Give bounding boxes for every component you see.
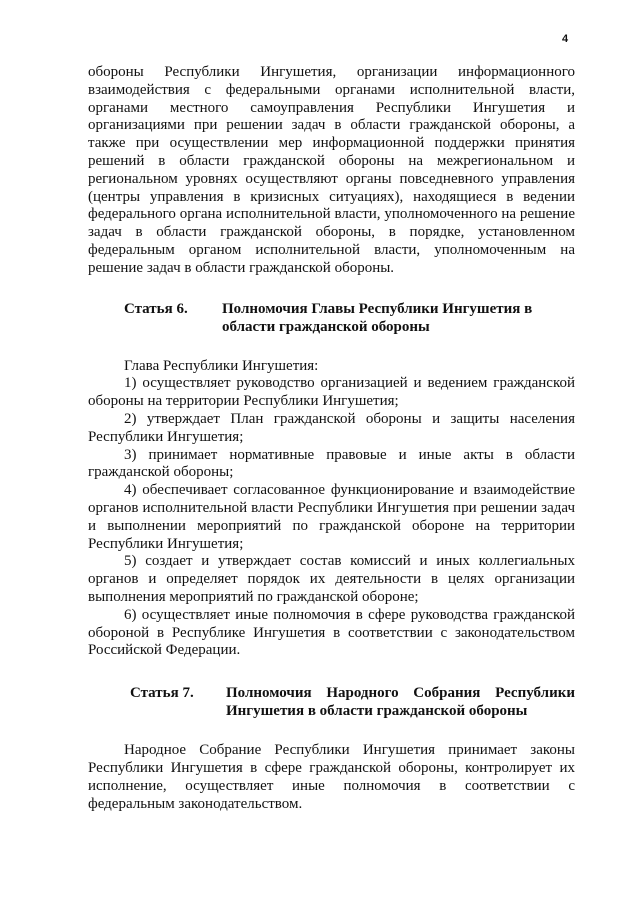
article-6-lead: Глава Республики Ингушетия: (124, 357, 319, 374)
article-6-number: Статья 6. (124, 300, 188, 317)
article-6-item: 3) принимает нормативные правовые и иные акты в области гражданской обороны; (88, 446, 575, 481)
article-6-item: 5) создает и утверждает состав комиссий и иных коллегиальных органов и определяет порядок их деятельности в целях организации выполнения мероприятий по гражданской обороне; (88, 553, 575, 605)
article-6-item: 2) утверждает План гражданской обороны и защиты населения Республики Ингушетия; (88, 410, 575, 445)
page-number: 4 (562, 33, 569, 45)
article-6-item: 1) осуществляет руководство организацией и ведением гражданской обороны на территории Республики Ингушетия; (88, 375, 575, 410)
document-body (88, 64, 575, 813)
intro-paragraph: обороны Республики Ингушетия, организации информационного взаимодействия с федеральными органами исполнительной власти, органами местного самоуправления Республики Ингушетия и организациями при решении задач в области гражданской обороны, а также при осуществлении мер информационной поддержки принятия решений в области гражданской обороны на межрегиональном и региональном уровнях осуществляют органы повседневного управления (центры управления в кризисных ситуациях), находящиеся в ведении федерального органа исполнительной власти, уполномоченного на решение задач в области гражданской обороны, в порядке, установленном федеральным органом исполнительной власти, уполномоченным на решение задач в области гражданской обороны. (88, 64, 575, 276)
article-6-heading (124, 300, 575, 336)
article-7-text: Народное Собрание Республики Ингушетия принимает законы Республики Ингушетия в сфере гражданской обороны, контролирует их исполнение, осуществляет иные полномочия в соответствии с федеральным законодательством. (88, 742, 575, 812)
article-7-body (88, 742, 575, 813)
article-6-body (88, 358, 575, 661)
article-6-title: Полномочия Главы Республики Ингушетия в области гражданской обороны (222, 300, 533, 335)
article-7-title: Полномочия Народного Собрания Республики Ингушетия в области гражданской обороны (226, 685, 575, 720)
article-7-heading (130, 684, 575, 720)
article-6-item: 4) обеспечивает согласованное функционирование и взаимодействие органов исполнительной власти Республики Ингушетия при решении задач и выполнении мероприятий по гражданской обороне на территории Республики Ингушетия; (88, 482, 575, 552)
article-7-number: Статья 7. (130, 685, 194, 702)
article-6-item: 6) осуществляет иные полномочия в сфере руководства гражданской обороной в Республике Ингушетия в соответствии с законодательством Российской Федерации. (88, 606, 575, 659)
